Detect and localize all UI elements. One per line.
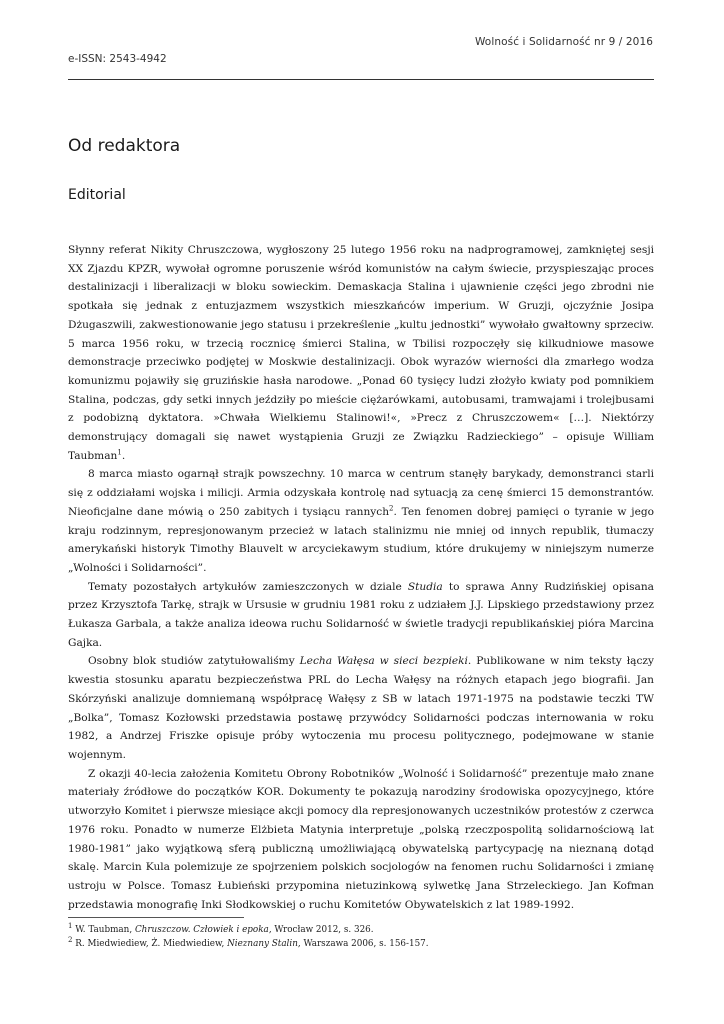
footnote-ref-2: 2 xyxy=(389,504,394,513)
footnote-1 xyxy=(68,923,654,937)
paragraph-4 xyxy=(68,652,654,764)
paragraph-3 xyxy=(68,578,654,653)
footnote-2-end: , Warszawa 2006, s. 156-157. xyxy=(297,939,429,949)
footnote-1-number: 1 xyxy=(68,922,73,931)
paragraph-1 xyxy=(68,241,654,465)
paragraph-2-text: 8 marca miasto ogarnął strajk powszechny. 10 marca w centrum stanęły barykady, demonstranci starli się z oddziałami wojska i milicji. Armia odzyskała kontrolę nad sytuacją za cenę śmierci 15 demonstrantów. Nieoficjalne dane mówią o 250 zabitych i tysiącu rannych xyxy=(68,468,654,518)
footnote-2-number: 2 xyxy=(68,936,73,945)
paragraph-3-text: Tematy pozostałych artykułów zamieszczonych w dziale xyxy=(88,580,408,593)
footnote-2-title: Nieznany Stalin xyxy=(227,939,298,949)
paragraph-3-italic: Studia xyxy=(407,580,443,593)
footnote-1-end: , Wrocław 2012, s. 326. xyxy=(268,925,374,935)
footnote-2 xyxy=(68,937,654,951)
paragraph-1-end: . xyxy=(121,449,126,462)
footnote-1-text: W. Taubman, xyxy=(72,925,135,935)
article-body xyxy=(68,241,654,914)
footnote-divider xyxy=(68,917,244,918)
paragraph-2-end: . Ten fenomen dobrej pamięci o tyranie w jego kraju rodzinnym, represjonowanym przecież w latach stalinizmu nie mniej od innych republik, tłumaczy amerykański historyk Timothy Blauvelt w arcyciekawym studium, które drukujemy w niniejszym numerze „Wolności i Solidarności”. xyxy=(68,505,654,574)
footnote-2-text: R. Miedwiediew, Ż. Miedwiediew, xyxy=(72,939,228,949)
page-title: Od redaktora xyxy=(68,136,181,156)
page-subtitle: Editorial xyxy=(68,187,126,203)
paragraph-5-text: Z okazji 40-lecia założenia Komitetu Obrony Robotników „Wolność i Solidarność” prezentuje mało znane materiały źródłowe do początków KOR. Dokumenty te pokazują narodziny środowiska opozycyjnego, które utworzyło Komitet i pierwsze miesiące akcji pomocy dla represjonowanych uczestników protestów z czerwca 1976 roku. Ponadto w numerze Elżbieta Matynia interpretuje „polską rzeczpospolitą solidarnościową lat 1980-1981” jako wyjątkową sferą publiczną umożliwiającą obywatelską partycypację na nieznaną dotąd skalę. Marcin Kula polemizuje ze spojrzeniem polskich socjologów na fenomen ruchu Solidarności i zmianę ustroju w Polsce. Tomasz Łubieński przypomina nietuzinkową sylwetkę Jana Strzeleckiego. Jan Kofman przedstawia monografię Inki Słodkowskiej o ruchu Komitetów Obywatelskich z lat 1989-1992. xyxy=(68,767,654,911)
paragraph-5 xyxy=(68,765,654,915)
footnotes xyxy=(68,923,654,951)
footnote-ref-1: 1 xyxy=(117,448,122,457)
paragraph-3-end: to sprawa Anny Rudzińskiej opisana przez Krzysztofa Tarkę, strajk w Ursusie w grudniu 1981 roku z udziałem J.J. Lipskiego przedstawiony przez Łukasza Garbala, a także analiza ideowa ruchu Solidarność w świetle tradycji republikańskiej pióra Marcina Gajka. xyxy=(68,580,654,649)
paragraph-4-end: . Publikowane w nim teksty łączy kwestia stosunku aparatu bezpieczeństwa PRL do Lecha Wałęsy na różnych etapach jego biografii. Jan Skórzyński analizuje domniemaną współpracę Wałęsy z SB w latach 1971-1975 na podstawie teczki TW „Bolka”, Tomasz Kozłowski przedstawia postawę przywódcy Solidarności podczas internowania w roku 1982, a Andrzej Friszke opisuje próby wytoczenia mu procesu politycznego, podejmowane w stanie wojennym. xyxy=(68,655,654,761)
journal-header: Wolność i Solidarność nr 9 / 2016 xyxy=(474,36,653,48)
paragraph-4-italic: Lecha Wałęsa w sieci bezpieki xyxy=(299,655,468,668)
paragraph-4-text: Osobny blok studiów zatytułowaliśmy xyxy=(88,655,300,668)
footnote-1-title: Chruszczow. Człowiek i epoka xyxy=(134,925,269,935)
paragraph-2 xyxy=(68,465,654,577)
paragraph-1-text: Słynny referat Nikity Chruszczowa, wygłoszony 25 lutego 1956 roku na nadprogramowej, zamkniętej sesji XX Zjazdu KPZR, wywołał ogromne poruszenie wśród komunistów na całym świecie, przyspieszając proces destalinizacji i liberalizacji w bloku sowieckim. Demaskacja Stalina i ujawnienie części jego zbrodni nie spotkała się jednak z entuzjazmem wszystkich mieszkańców imperium. W Gruzji, ojczyźnie Josipa Dżugaszwili, zakwestionowanie jego statusu i przekreślenie „kultu jednostki” wywołało gwałtowny sprzeciw. 5 marca 1956 roku, w trzecią rocznicę śmierci Stalina, w Tbilisi rozpoczęły się kilkudniowe masowe demonstracje przeciwko podjętej w Moskwie destalinizacji. Obok wyrazów wierności dla zmarłego wodza komunizmu pojawiły się gruzińskie hasła narodowe. „Ponad 60 tysięcy ludzi złożyło kwiaty pod pomnikiem Stalina, podczas, gdy setki innych jeździły po mieście ciężarówkami, autobusami, tramwajami i trolejbusami z podobizną dyktatora. »Chwała Wielkiemu Stalinowi!«, »Precz z Chruszczowem« […]. Niektórzy demonstrujący domagali się nawet wystąpienia Gruzji ze Związku Radzieckiego” – opisuje William Taubman xyxy=(68,244,654,462)
issn-label: e-ISSN: 2543-4942 xyxy=(68,53,167,65)
header-divider xyxy=(68,79,654,80)
